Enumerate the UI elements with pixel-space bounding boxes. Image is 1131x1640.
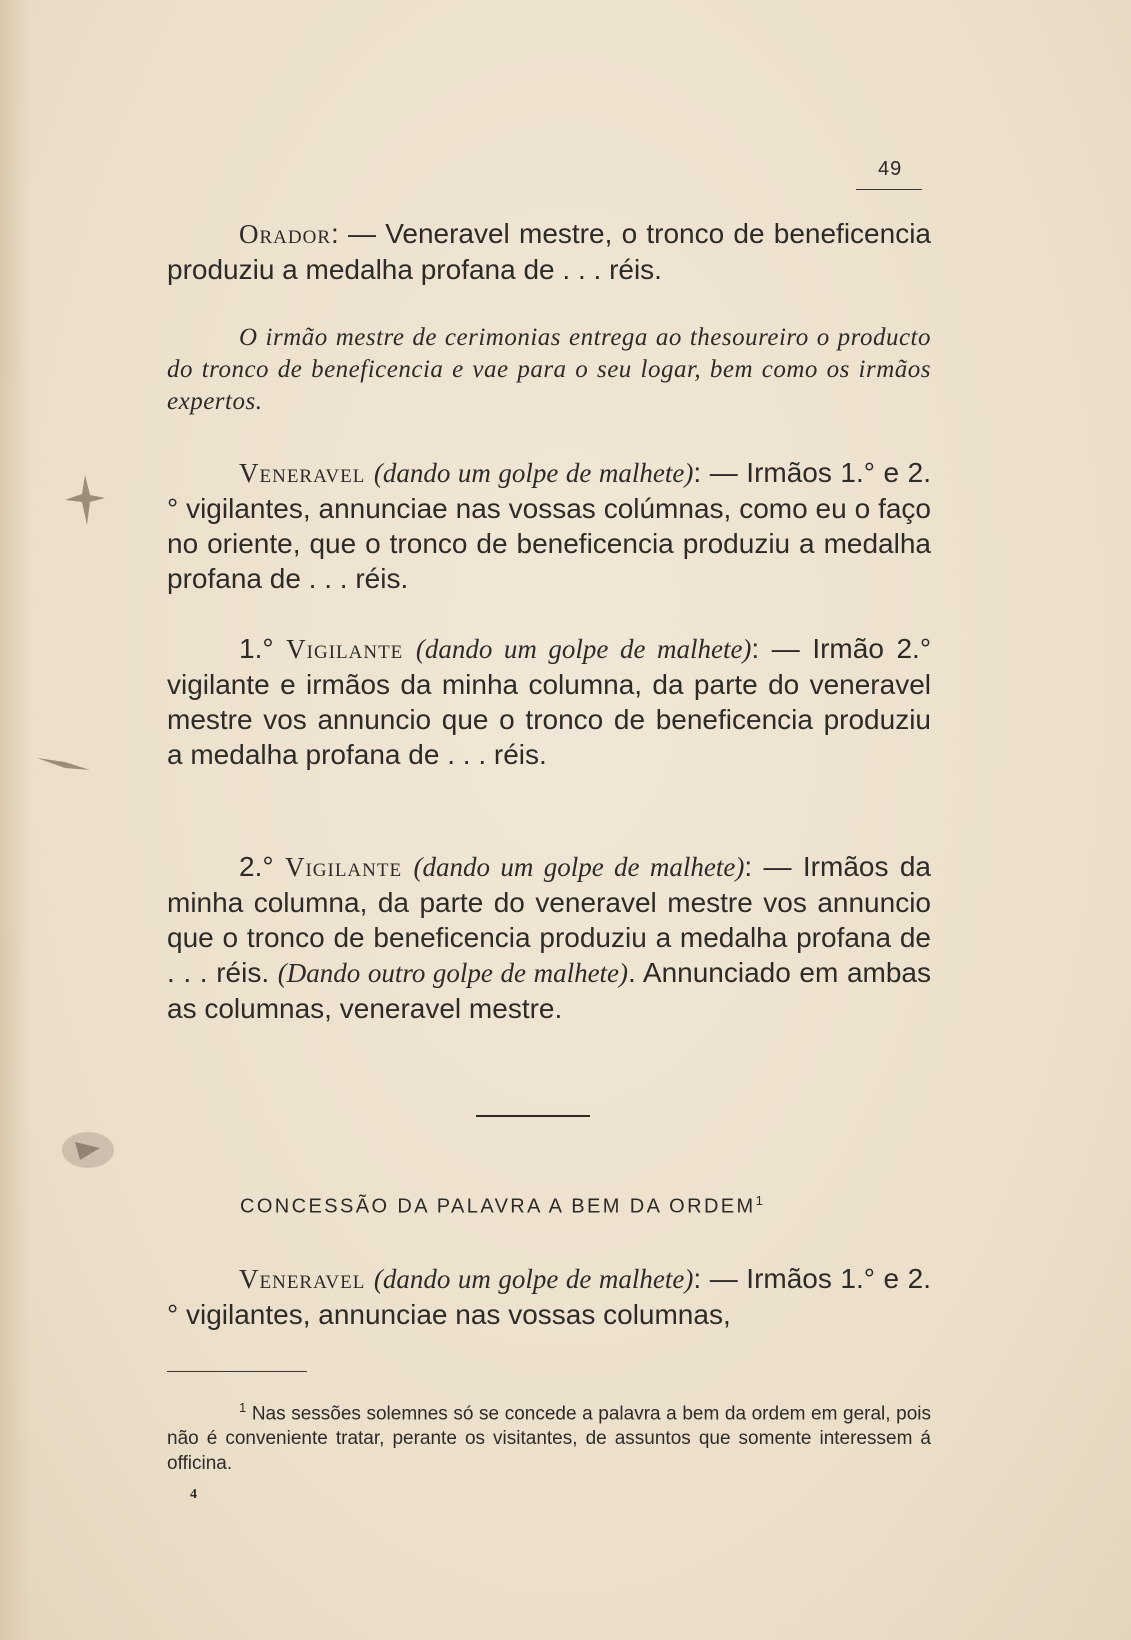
speaker-name: Orador (239, 219, 332, 249)
footnote (167, 1395, 931, 1476)
ordinal-prefix: 2.° (239, 851, 274, 882)
stage-direction: (dando um golpe de malhete) (373, 458, 694, 488)
page-number-rule (856, 189, 922, 190)
page-number: 49 (878, 158, 903, 180)
stage-direction: (dando um golpe de malhete) (373, 1264, 694, 1294)
paragraph-second-vigilante (167, 849, 931, 1026)
footnote-text: Nas sessões solemnes só se concede a palavra a bem da ordem em geral, pois não é conveniente tratar, perante os visitantes, de assuntos que somente interessem á officina. (167, 1403, 931, 1475)
ordinal-prefix: 1.° (239, 633, 274, 664)
ink-blot-mark (55, 1120, 125, 1185)
paragraph-orador (167, 216, 931, 287)
section-heading (240, 1193, 763, 1219)
page-edge-stain (0, 0, 30, 1640)
paragraph-text: : — Veneravel mestre, o tronco de beneficencia produziu a medalha profana de . . . réis. (167, 218, 931, 285)
paragraph-text: : — Irmãos da minha columna, da parte do veneravel mestre vos annuncio que o tronco de beneficencia produziu a medalha profana de . . . réis. (167, 851, 932, 988)
speaker-name: Vigilante (286, 634, 404, 664)
stage-direction: (dando um golpe de malhete) (415, 634, 752, 664)
stage-direction: (Dando outro golpe de malhete) (277, 958, 629, 988)
paragraph-text: : — Irmãos 1.° e 2.° vigilantes, annunciae nas vossas columnas, (167, 1263, 932, 1330)
paragraph-veneravel-second (167, 1261, 931, 1332)
footnote-marker: 1 (239, 1400, 247, 1415)
speaker-name: Veneravel (239, 458, 366, 488)
stage-direction: (dando um golpe de malhete) (413, 852, 745, 882)
paragraph-text: : — Irmão 2.° vigilante e irmãos da minha columna, da parte do veneravel mestre vos annuncio que o tronco de beneficencia produziu a medalha profana de . . . réis. (167, 633, 932, 770)
footnote-rule (167, 1371, 307, 1372)
ink-blot-mark (35, 750, 95, 785)
ink-blot-mark (60, 470, 110, 535)
paragraph-first-vigilante (167, 631, 931, 772)
printer-signature-mark: 4 (190, 1487, 197, 1502)
section-heading-text: CONCESSÃO DA PALAVRA A BEM DA ORDEM (240, 1195, 756, 1218)
paragraph-text: : — Irmãos 1.° e 2.° vigilantes, annunciae nas vossas colúmnas, como eu o faço no oriente, que o tronco de beneficencia produziu a medalha profana de . . . réis. (167, 457, 932, 594)
speaker-name: Veneravel (239, 1264, 366, 1294)
section-divider (476, 1115, 590, 1117)
paragraph-text: O irmão mestre de cerimonias entrega ao thesoureiro o producto do tronco de beneficencia e vae para o seu logar, bem como os irmãos expertos. (167, 324, 931, 415)
stage-direction-paragraph (167, 322, 931, 418)
paragraph-veneravel (167, 455, 931, 596)
speaker-name: Vigilante (284, 852, 403, 882)
paragraph-text: . Annunciado em ambas as columnas, veneravel mestre. (167, 957, 931, 1024)
footnote-reference: 1 (755, 1193, 763, 1208)
